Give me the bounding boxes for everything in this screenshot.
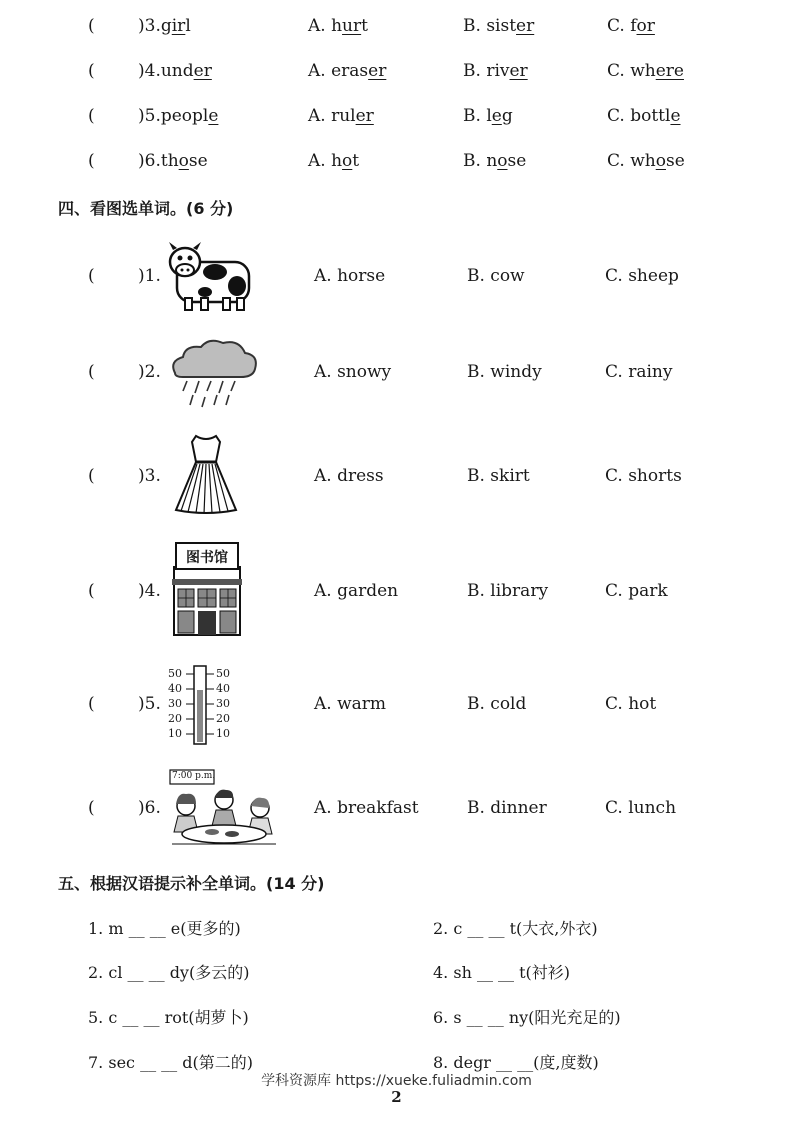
section5-title: 五、根据汉语提示补全单词。(14 分)	[58, 874, 325, 893]
footer-watermark: 学科资源库 https://xueke.fuliadmin.com	[261, 1073, 532, 1089]
answer-paren: (	[88, 151, 95, 171]
option-c: C. bottle	[607, 106, 681, 126]
question-number: )4.	[138, 581, 161, 601]
scale-tick-left: 50	[168, 667, 182, 680]
answer-paren: (	[88, 16, 95, 36]
option-b: B. sister	[463, 16, 535, 36]
option-a: A. snowy	[314, 362, 392, 382]
scale-tick-left: 30	[168, 697, 182, 710]
scale-tick-left: 20	[168, 712, 182, 725]
option-b: B. leg	[463, 106, 513, 126]
option-b: B. library	[467, 581, 549, 601]
option-c: C. whose	[607, 151, 685, 171]
fill-item-3: 2. cl __ __ dy(多云的)	[88, 963, 250, 982]
question-word: )6.those	[138, 151, 208, 171]
fill-item-1: 1. m __ __ e(更多的)	[88, 919, 241, 938]
answer-paren: (	[88, 362, 95, 382]
option-c: C. park	[605, 581, 668, 601]
question-word: )3.girl	[138, 16, 191, 36]
option-a: A. eraser	[308, 61, 387, 81]
cow-picture	[165, 240, 255, 312]
option-c: C. hot	[605, 694, 657, 714]
library-building-picture	[170, 541, 244, 637]
question-number: )5.	[138, 694, 161, 714]
answer-paren: (	[88, 581, 95, 601]
option-a: A. dress	[314, 466, 384, 486]
option-b: B. skirt	[467, 466, 530, 486]
option-b: B. dinner	[467, 798, 547, 818]
question-number: )2.	[138, 362, 161, 382]
fill-item-8: 8. degr __ __(度,度数)	[433, 1053, 599, 1072]
fill-item-6: 6. s __ __ ny(阳光充足的)	[433, 1008, 621, 1027]
option-b: B. river	[463, 61, 528, 81]
fill-item-4: 4. sh __ __ t(衬衫)	[433, 963, 571, 982]
option-c: C. lunch	[605, 798, 677, 818]
clock-label: 7:00 p.m.	[172, 771, 216, 781]
question-number: )1.	[138, 266, 161, 286]
option-a: A. warm	[314, 694, 387, 714]
question-word: )4.under	[138, 61, 212, 81]
answer-paren: (	[88, 61, 95, 81]
rain-cloud-picture	[165, 335, 265, 410]
option-c: C. shorts	[605, 466, 682, 486]
option-a: A. hurt	[308, 16, 368, 36]
scale-tick-right: 10	[216, 727, 230, 740]
fill-item-7: 7. sec __ __ d(第二的)	[88, 1053, 253, 1072]
option-a: A. horse	[314, 266, 386, 286]
answer-paren: (	[88, 466, 95, 486]
option-a: A. hot	[308, 151, 360, 171]
question-number: )3.	[138, 466, 161, 486]
option-b: B. nose	[463, 151, 527, 171]
question-word: )5.people	[138, 106, 219, 126]
option-c: C. for	[607, 16, 655, 36]
scale-tick-right: 40	[216, 682, 230, 695]
answer-paren: (	[88, 694, 95, 714]
answer-paren: (	[88, 798, 95, 818]
option-a: A. garden	[314, 581, 399, 601]
question-number: )6.	[138, 798, 161, 818]
page-number: 2	[391, 1088, 402, 1106]
option-c: C. sheep	[605, 266, 679, 286]
scale-tick-left: 40	[168, 682, 182, 695]
scale-tick-right: 50	[216, 667, 230, 680]
option-b: B. cow	[467, 266, 525, 286]
library-sign: 图书馆	[186, 550, 228, 566]
option-c: C. rainy	[605, 362, 673, 382]
option-b: B. cold	[467, 694, 527, 714]
fill-item-2: 2. c __ __ t(大衣,外衣)	[433, 919, 598, 938]
thermometer-picture	[166, 664, 238, 746]
option-a: A. ruler	[308, 106, 374, 126]
dress-picture	[170, 432, 242, 516]
scale-tick-left: 10	[168, 727, 182, 740]
scale-tick-right: 30	[216, 697, 230, 710]
option-b: B. windy	[467, 362, 542, 382]
answer-paren: (	[88, 106, 95, 126]
scale-tick-right: 20	[216, 712, 230, 725]
answer-paren: (	[88, 266, 95, 286]
family-dinner-picture	[168, 768, 278, 848]
option-c: C. where	[607, 61, 684, 81]
option-a: A. breakfast	[314, 798, 419, 818]
section4-title: 四、看图选单词。(6 分)	[58, 199, 234, 218]
fill-item-5: 5. c __ __ rot(胡萝卜)	[88, 1008, 249, 1027]
